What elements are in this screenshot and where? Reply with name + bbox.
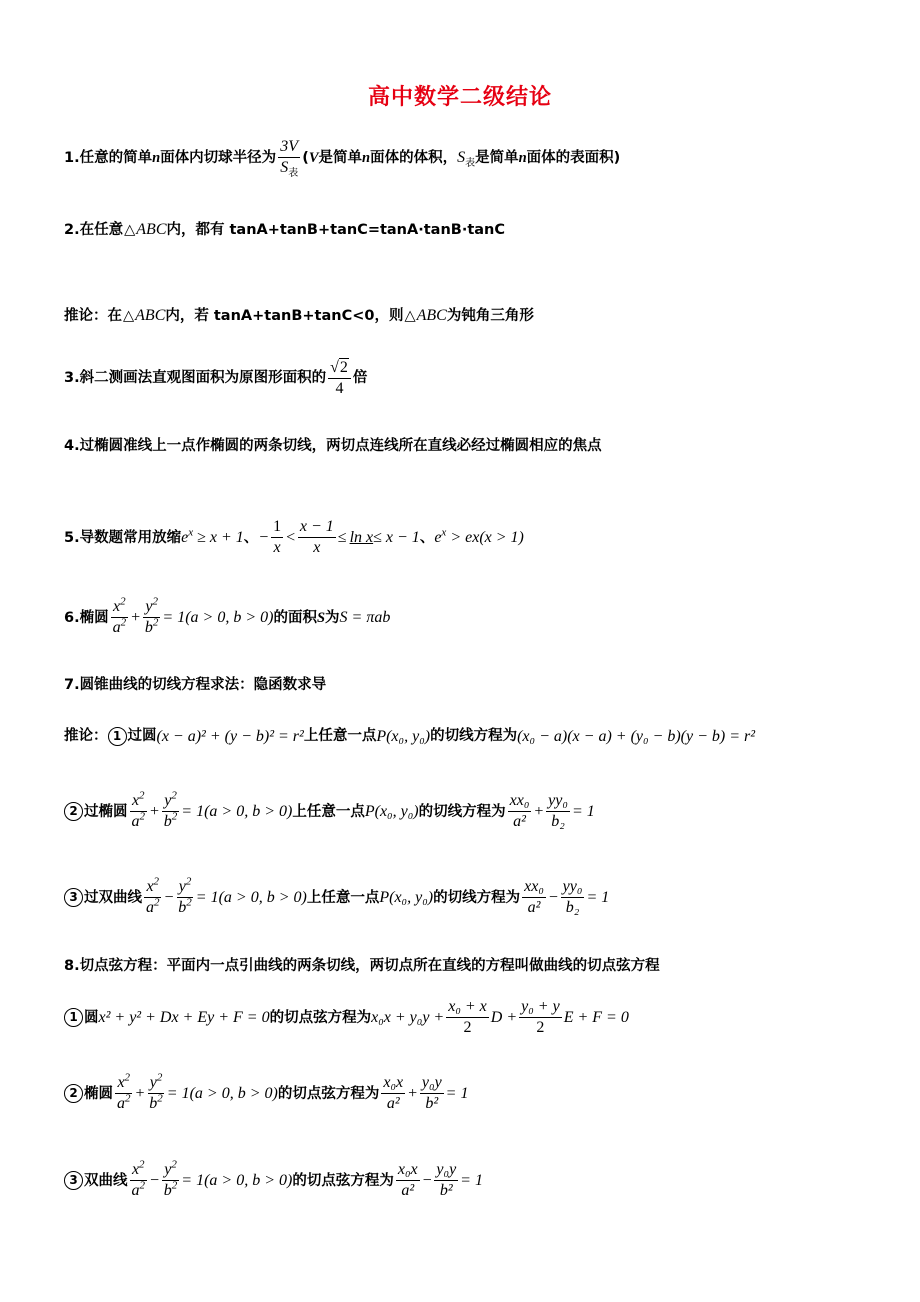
item-8c-eq: = 1 xyxy=(460,1171,483,1189)
item-1-text-c: 是简单 xyxy=(318,149,362,166)
item-7b-frac1-den: a² xyxy=(513,813,526,831)
item-7b-frac1 xyxy=(508,792,532,832)
item-8a-d: D + xyxy=(490,1008,518,1026)
item-2-eq: tanA+tanB+tanC=tanA·tanB·tanC xyxy=(229,221,506,238)
item-5-text-a: 5.导数题常用放缩 xyxy=(64,529,182,546)
corollary-7-label: 推论： xyxy=(64,728,108,745)
item-8a-frac1-den: 2 xyxy=(463,1019,472,1037)
item-7b-text-a: 过椭圆 xyxy=(84,803,128,820)
item-8c: 3 双曲线 $\frac{x^2}{a^2}$ − $\frac{y^2}{b^2}$ = 1(a > 0, b > 0) 的切点弦方程为 $\frac{\text{x₀x}}{\text{a²}}$ − $\frac{\text{y₀y}}{\text{b²}}$ = 1 xyxy=(64,1161,483,1201)
item-7c-text-b: 上任意一点 xyxy=(306,889,380,906)
item-8b-text-a: 椭圆 xyxy=(84,1085,113,1102)
item-8a-frac1-num: x₀ + x xyxy=(446,998,489,1018)
item-8c-cond: = 1(a > 0, b > 0) xyxy=(181,1171,293,1189)
item-7b-frac2 xyxy=(546,792,570,832)
item-2-text-b: 内，都有 xyxy=(166,221,225,238)
item-7c-frac1-num: xx₀ xyxy=(522,878,546,898)
item-3 xyxy=(64,358,367,399)
circled-2-icon: 2 xyxy=(64,1084,83,1103)
item-7c-text-a: 过双曲线 xyxy=(84,889,142,906)
item-6-frac-x-den: $a^2$ xyxy=(112,617,127,637)
item-1-text-e: 是简单 xyxy=(475,149,519,166)
item-7c-frac2-num: yy₀ xyxy=(561,878,585,898)
triangle-icon: △ xyxy=(123,307,135,324)
item-6-frac-y xyxy=(143,595,161,638)
item-8c-frac1 xyxy=(396,1161,420,1201)
item-3-frac-den: 4 xyxy=(335,380,344,398)
item-5-frac2-num: x − 1 xyxy=(298,518,336,538)
item-7c-cond: = 1(a > 0, b > 0) xyxy=(195,888,307,906)
item-7b-text-b: 上任意一点 xyxy=(292,803,365,820)
item-7c-frac-y: $\frac{y^2}{b^2}$ xyxy=(178,875,192,917)
item-6-x: x xyxy=(113,598,121,615)
corollary-2-text-c: ，则 xyxy=(374,307,404,324)
corollary-2 xyxy=(64,308,534,324)
item-5-e2-sup: x xyxy=(441,526,447,539)
item-8a xyxy=(64,998,629,1038)
item-7b-frac2-num: yy₀ xyxy=(546,792,570,812)
triangle-icon: △ xyxy=(404,307,416,324)
sqrt-icon: √ 2 xyxy=(330,359,348,376)
item-7c-frac1-den: a² xyxy=(527,899,541,917)
item-8c-text-b: 的切点弦方程为 xyxy=(292,1172,394,1189)
item-7: 7.圆锥曲线的切线方程求法：隐函数求导 xyxy=(64,677,327,693)
item-8b-frac2 xyxy=(420,1074,444,1114)
item-7b-frac1-num: xx₀ xyxy=(508,792,532,812)
item-7c-point: P(x₀, y₀) xyxy=(379,888,434,906)
item-8a-frac2-den: 2 xyxy=(536,1019,545,1037)
item-1-text-a: 1.任意的简单 xyxy=(64,149,153,166)
corollary-2-text-a: 推论：在 xyxy=(64,307,122,324)
item-8c-text-a: 双曲线 xyxy=(84,1172,128,1189)
item-5-e1: e xyxy=(181,528,189,546)
item-5-frac1 xyxy=(271,518,283,558)
item-5-sep1: 、 xyxy=(243,529,259,546)
item-1 xyxy=(64,138,620,178)
item-5-e2: e xyxy=(434,528,442,546)
item-3-frac-num xyxy=(328,358,351,379)
item-8a-rest: E + F = 0 xyxy=(563,1008,629,1026)
item-8: 8.切点弦方程：平面内一点引曲线的两条切线，两切点所在直线的方程叫做曲线的切点弦方程 xyxy=(64,958,660,974)
item-6-area: S = πab xyxy=(339,608,391,626)
item-1-paren: ( xyxy=(302,149,309,166)
item-3-fraction xyxy=(328,358,351,399)
item-8c-frac1-num: x₀x xyxy=(396,1161,420,1181)
item-1-n2: n xyxy=(362,149,371,166)
item-8b-frac1-den: a² xyxy=(386,1095,400,1113)
item-8b-frac2-num: y₀y xyxy=(420,1074,444,1094)
item-5-frac2 xyxy=(298,518,336,558)
item-5-rest2: ≤ x − 1 xyxy=(373,528,420,546)
item-5-ln: ln x xyxy=(349,528,374,546)
item-7c: 3 过双曲线 $\frac{x^2}{a^2}$ − $\frac{y^2}{b^2}$ = 1(a > 0, b > 0) 上任意一点 P(x₀, y₀) 的切线方程为 $\frac{\text{xx₀}}{\text{a²}}$ − $\frac{\text{yy₀}}{\text{b₂}}$ = 1 xyxy=(64,878,609,918)
corollary-2-text-d: 为钝角三角形 xyxy=(446,307,534,324)
item-5-sep2: 、 xyxy=(419,529,435,546)
item-8c-frac1-den: a² xyxy=(401,1182,415,1200)
item-8c-frac2-den: b² xyxy=(439,1182,453,1200)
item-7b-frac-y: $\frac{y^2}{b^2}$ xyxy=(163,789,178,831)
item-7c-eq: = 1 xyxy=(586,888,610,906)
item-8b-frac1-num: x₀x xyxy=(381,1074,405,1094)
item-8a-text-a: 圆 xyxy=(84,1009,99,1026)
item-1-s-letter: S xyxy=(457,148,466,166)
item-7b-frac2-den: b₂ xyxy=(551,813,565,831)
circled-2-icon: 2 xyxy=(64,802,83,821)
corollary-2-abc: ABC xyxy=(135,307,166,324)
item-6-text-c: 为 xyxy=(325,609,340,626)
corollary-2-cond: tanA+tanB+tanC<0 xyxy=(213,307,375,324)
item-7c-text-c: 的切线方程为 xyxy=(433,889,521,906)
item-1-n3: n xyxy=(518,149,527,166)
corollary-7-text-b: 上任意一点 xyxy=(303,728,377,745)
item-6-frac-y-den: $b^2$ xyxy=(144,617,159,637)
item-6-cond: = 1(a > 0, b > 0) xyxy=(162,608,274,626)
item-7c-frac1 xyxy=(522,878,546,918)
corollary-7-text-a: 过圆 xyxy=(127,728,157,745)
item-7b-point: P(x₀, y₀) xyxy=(364,802,419,820)
circled-1-icon: 1 xyxy=(64,1008,83,1027)
item-5-lt: < xyxy=(285,528,296,546)
item-8c-frac-y: $\frac{y^2}{b^2}$ xyxy=(163,1158,178,1200)
item-3-text-b: 倍 xyxy=(352,370,368,387)
item-6-b: b xyxy=(144,619,153,637)
item-3-text-a: 3.斜二测画法直观图面积为原图形面积的 xyxy=(64,370,327,387)
item-5-e2-rest: > ex(x > 1) xyxy=(446,528,524,546)
item-1-frac-den xyxy=(278,158,300,180)
item-1-text-f: 面体的表面积) xyxy=(526,149,621,166)
corollary-7-text-c: 的切线方程为 xyxy=(430,728,518,745)
page-title: 高中数学二级结论 xyxy=(367,85,552,110)
item-3-radicand: 2 xyxy=(339,359,348,376)
item-6-s: S xyxy=(316,609,326,626)
item-8b-eq: = 1 xyxy=(445,1084,469,1102)
item-1-v: V xyxy=(308,149,319,166)
corollary-2-text-b: 内，若 xyxy=(165,307,209,324)
item-8b-frac-y: $\frac{y^2}{b^2}$ xyxy=(149,1071,163,1113)
item-6: 6.椭圆 $\frac{x^2}{a^2}$ + $\frac{y^2}{b^2}$ = 1(a > 0, b > 0) 的面积 S 为 S = πab xyxy=(64,595,391,637)
item-8b: 2 椭圆 $\frac{x^2}{a^2}$ + $\frac{y^2}{b^2}$ = 1(a > 0, b > 0) 的切点弦方程为 $\frac{\text{x₀x}}{\text{a²}}$ + $\frac{\text{y₀y}}{\text{b²}}$ = 1 xyxy=(64,1074,468,1114)
item-4: 4.过椭圆准线上一点作椭圆的两条切线，两切点连线所在直线必经过椭圆相应的焦点 xyxy=(64,438,602,454)
item-5-minus: − xyxy=(258,528,270,546)
item-8b-text-b: 的切点弦方程为 xyxy=(277,1085,380,1102)
corollary-7 xyxy=(64,727,755,746)
item-7c-frac2-den: b₂ xyxy=(565,899,580,917)
item-5-frac2-den: x xyxy=(313,539,321,557)
item-5-le: ≤ xyxy=(337,528,347,546)
item-5 xyxy=(64,518,524,558)
corollary-2-abc2: ABC xyxy=(416,307,447,324)
circled-3-icon: 3 xyxy=(64,1171,83,1190)
item-8a-frac2-num: y₀ + y xyxy=(519,998,562,1018)
item-1-text-b: 面体内切球半径为 xyxy=(160,149,277,166)
item-1-s-sub: 表 xyxy=(465,158,476,170)
item-2 xyxy=(64,222,505,238)
item-7b: 2 过椭圆 $\frac{x^2}{a^2}$ + $\frac{y^2}{b^2}$ = 1(a > 0, b > 0) 上任意一点 P(x₀, y₀) 的切线方程为 $\frac{\text{xx₀}}{\text{a²}}$ + $\frac{\text{yy₀}}{\text{b₂}}$ = 1 xyxy=(64,792,595,832)
item-8b-cond: = 1(a > 0, b > 0) xyxy=(166,1084,278,1102)
item-7b-cond: = 1(a > 0, b > 0) xyxy=(181,802,293,820)
item-1-fraction xyxy=(278,138,300,178)
item-8a-text-b: 的切点弦方程为 xyxy=(269,1009,372,1026)
item-8a-circle: x² + y² + Dx + Ey + F = 0 xyxy=(98,1008,270,1026)
item-1-s xyxy=(457,148,476,170)
item-2-abc: ABC xyxy=(136,221,167,238)
item-1-text-d: 面体的体积， xyxy=(370,149,458,166)
corollary-7-point: P(x₀, y₀) xyxy=(376,727,431,745)
item-7b-eq: = 1 xyxy=(571,802,595,820)
item-8c-frac2 xyxy=(434,1161,458,1201)
item-7b-frac-x: $\frac{x^2}{a^2}$ xyxy=(131,789,145,831)
item-7c-frac-x: $\frac{x^2}{a^2}$ xyxy=(146,875,160,917)
item-8b-frac-x: $\frac{x^2}{a^2}$ xyxy=(117,1071,131,1113)
item-7c-frac2 xyxy=(561,878,585,918)
item-8b-frac1 xyxy=(381,1074,405,1114)
item-1-frac-num: 3V xyxy=(278,138,300,158)
item-8b-frac2-den: b² xyxy=(425,1095,439,1113)
triangle-icon: △ xyxy=(124,221,136,238)
item-6-frac-y-num: $y^2$ xyxy=(143,598,160,618)
item-5-frac1-num: 1 xyxy=(271,518,283,538)
item-1-frac-den-s: S xyxy=(280,159,289,177)
item-8a-frac1 xyxy=(446,998,489,1038)
item-5-e1-rest: ≥ x + 1 xyxy=(193,528,244,546)
circled-1-icon: 1 xyxy=(108,727,127,746)
corollary-7-circle: (x − a)² + (y − b)² = r² xyxy=(156,727,304,745)
item-7b-text-c: 的切线方程为 xyxy=(418,803,506,820)
corollary-7-tangent: (x₀ − a)(x − a) + (y₀ − b)(y − b) = r² xyxy=(517,727,756,745)
item-8a-frac2 xyxy=(519,998,562,1038)
item-5-exp2 xyxy=(434,526,524,546)
circled-3-icon: 3 xyxy=(64,888,83,907)
item-6-text-a: 6.椭圆 xyxy=(64,609,109,626)
item-6-frac-x xyxy=(111,595,129,638)
item-1-n: n xyxy=(152,149,161,166)
item-2-text-a: 2.在任意 xyxy=(64,221,124,238)
item-1-frac-den-sub: 表 xyxy=(288,168,299,180)
item-8a-lhs: x₀x + y₀y + xyxy=(371,1008,445,1026)
item-5-e1-sup: x xyxy=(188,526,194,539)
item-8c-frac2-num: y₀y xyxy=(434,1161,458,1181)
item-6-frac-x-num: $x^2$ xyxy=(111,598,128,618)
item-8c-frac-x: $\frac{x^2}{a^2}$ xyxy=(131,1158,145,1200)
item-5-frac1-den: x xyxy=(273,539,281,557)
item-5-exp1 xyxy=(181,526,244,546)
item-6-text-b: 的面积 xyxy=(273,609,317,626)
item-6-y: y xyxy=(145,598,153,615)
item-6-a: a xyxy=(112,619,121,637)
